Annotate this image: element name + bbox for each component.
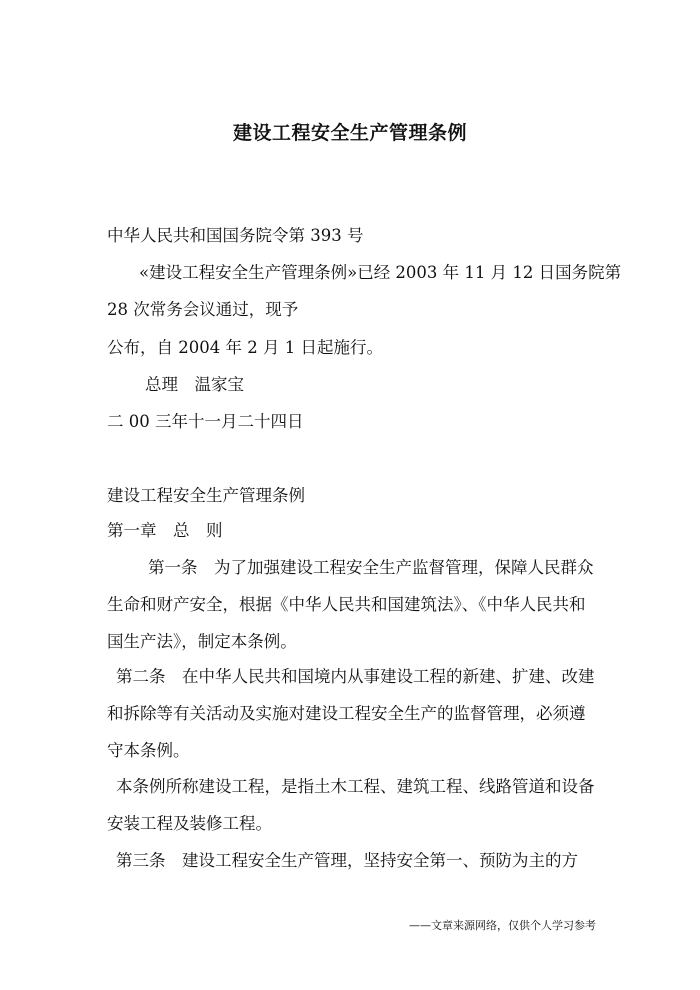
- article-1-line-3: 国生产法》，制定本条例。: [107, 632, 297, 651]
- article-2-para2-line-2: 安装工程及装修工程。: [107, 814, 272, 833]
- article-2-para2-line-1: 本条例所称建设工程，是指土木工程、建筑工程、线路管道和设备: [116, 777, 595, 796]
- premier-signature: 总理 温家宝: [145, 375, 244, 394]
- intro-line-3: 公布，自 2004 年 2 月 1 日起施行。: [107, 338, 383, 357]
- decree-number: 中华人民共和国国务院令第 393 号: [107, 226, 364, 245]
- regulation-name: 建设工程安全生产管理条例: [107, 486, 305, 505]
- source-note: ——文章来源网络，仅供个人学习参考: [409, 919, 596, 932]
- chapter-heading: 第一章 总 则: [107, 521, 223, 540]
- issue-date: 二 00 三年十一月二十四日: [107, 412, 304, 431]
- article-2-line-1: 第二条 在中华人民共和国境内从事建设工程的新建、扩建、改建: [116, 667, 595, 686]
- article-1-line-1: 第一条 为了加强建设工程安全生产监督管理，保障人民群众: [148, 558, 594, 577]
- document-title: 建设工程安全生产管理条例: [232, 122, 467, 144]
- article-2-line-3: 守本条例。: [107, 741, 190, 760]
- article-3-line-1: 第三条 建设工程安全生产管理，坚持安全第一、预防为主的方: [116, 851, 578, 870]
- intro-line-1: «建设工程安全生产管理条例»已经 2003 年 11 月 12 日国务院第: [139, 263, 622, 282]
- intro-line-2: 28 次常务会议通过，现予: [107, 300, 299, 319]
- article-2-line-2: 和拆除等有关活动及实施对建设工程安全生产的监督管理，必须遵: [107, 704, 586, 723]
- article-1-line-2: 生命和财产安全，根据《中华人民共和国建筑法》、《中华人民共和: [107, 595, 586, 614]
